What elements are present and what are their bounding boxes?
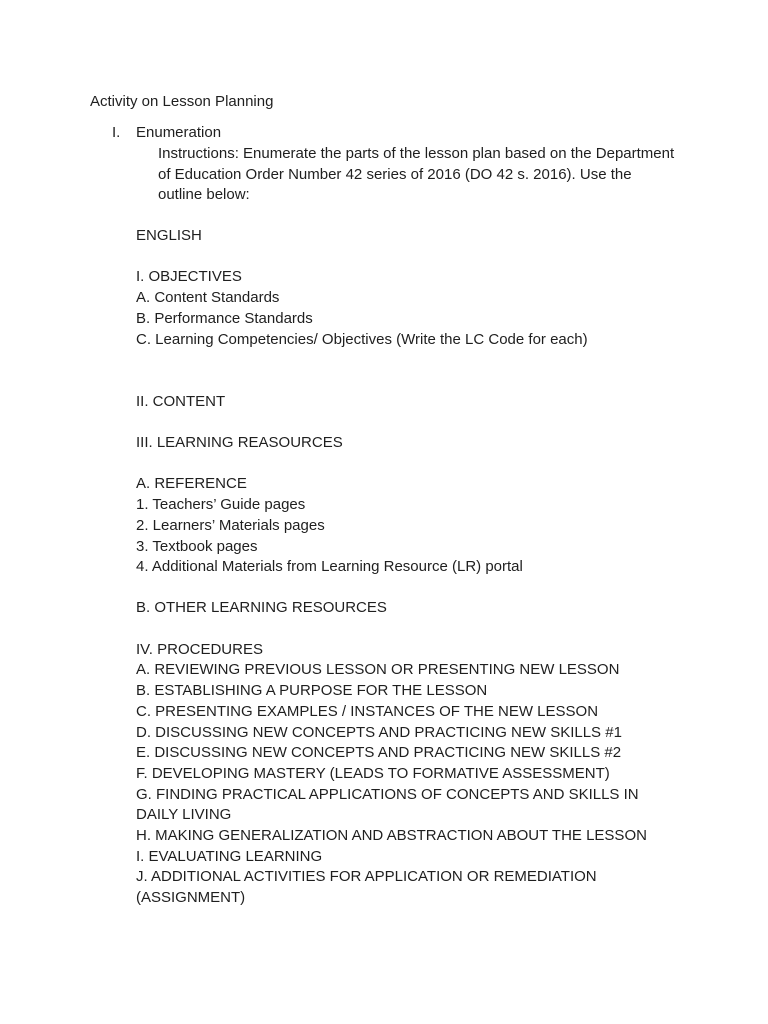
procedures-line: I. EVALUATING LEARNING: [136, 848, 323, 865]
learning-resources-heading: III. LEARNING REASOURCES: [136, 434, 343, 451]
procedures-line: E. DISCUSSING NEW CONCEPTS AND PRACTICING NEW SKILLS #2: [136, 744, 622, 761]
document-title: Activity on Lesson Planning: [90, 93, 274, 110]
procedures-line: H. MAKING GENERALIZATION AND ABSTRACTION ABOUT THE LESSON: [136, 827, 647, 844]
procedures-line: DAILY LIVING: [136, 806, 232, 823]
instructions-line: of Education Order Number 42 series of 2016 (DO 42 s. 2016). Use the: [158, 166, 632, 183]
other-resources-heading: B. OTHER LEARNING RESOURCES: [136, 599, 387, 616]
procedures-line: C. PRESENTING EXAMPLES / INSTANCES OF THE NEW LESSON: [136, 703, 599, 720]
objectives-heading: I. OBJECTIVES: [136, 268, 242, 285]
content-heading: II. CONTENT: [136, 393, 226, 410]
reference-item: 4. Additional Materials from Learning Resource (LR) portal: [136, 558, 523, 575]
objectives-item: B. Performance Standards: [136, 310, 313, 327]
reference-item: 2. Learners’ Materials pages: [136, 517, 325, 534]
procedures-heading: IV. PROCEDURES: [136, 641, 263, 658]
subject-heading: ENGLISH: [136, 227, 202, 244]
instructions-line: Instructions: Enumerate the parts of the lesson plan based on the Department: [158, 145, 675, 162]
procedures-line: G. FINDING PRACTICAL APPLICATIONS OF CONCEPTS AND SKILLS IN: [136, 786, 639, 803]
procedures-line: F. DEVELOPING MASTERY (LEADS TO FORMATIVE ASSESSMENT): [136, 765, 610, 782]
reference-item: 1. Teachers’ Guide pages: [136, 496, 306, 513]
procedures-line: J. ADDITIONAL ACTIVITIES FOR APPLICATION OR REMEDIATION: [136, 868, 597, 885]
instructions-line: outline below:: [158, 186, 250, 203]
objectives-item: C. Learning Competencies/ Objectives (Write the LC Code for each): [136, 331, 588, 348]
reference-item: 3. Textbook pages: [136, 538, 258, 555]
procedures-line: (ASSIGNMENT): [136, 889, 246, 906]
procedures-line: D. DISCUSSING NEW CONCEPTS AND PRACTICING NEW SKILLS #1: [136, 724, 622, 741]
procedures-line: B. ESTABLISHING A PURPOSE FOR THE LESSON: [136, 682, 488, 699]
reference-heading: A. REFERENCE: [136, 475, 247, 492]
procedures-line: A. REVIEWING PREVIOUS LESSON OR PRESENTING NEW LESSON: [136, 661, 620, 678]
section-label: Enumeration: [136, 124, 222, 141]
objectives-item: A. Content Standards: [136, 289, 280, 306]
section-number: I.: [112, 124, 121, 141]
